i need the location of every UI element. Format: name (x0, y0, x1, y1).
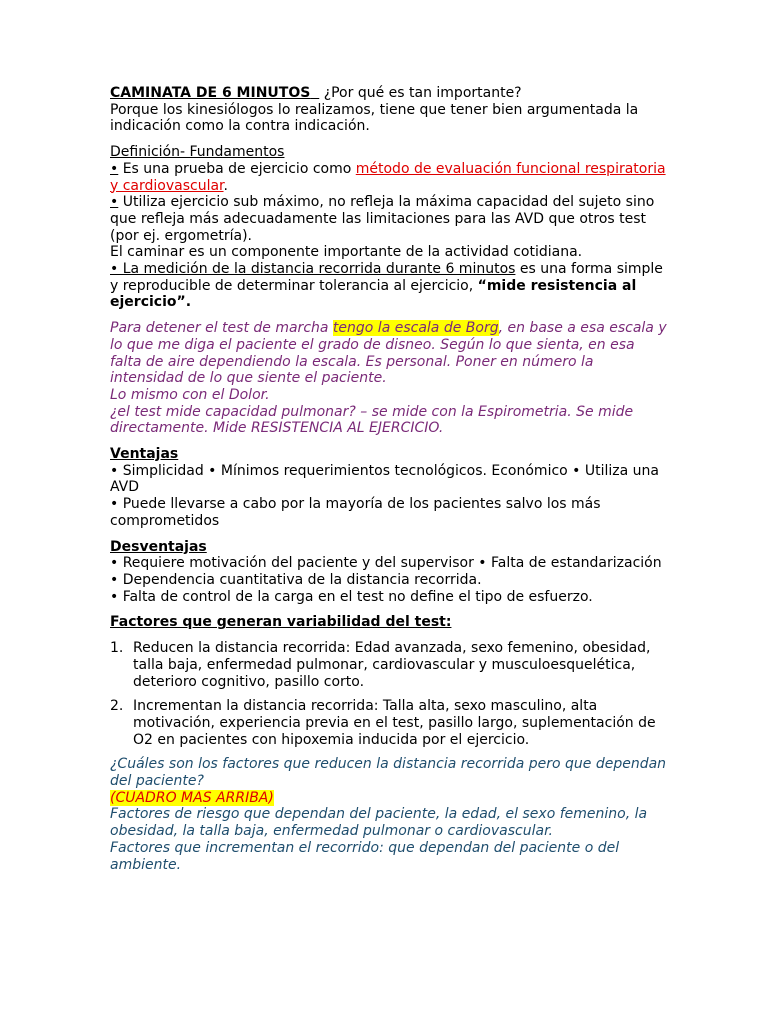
borg-highlight: tengo la escala de Borg (332, 320, 499, 337)
desventajas-line-2: • Dependencia cuantitativa de la distancia recorrida. (110, 571, 482, 588)
definicion-line-3: El caminar es un componente importante de la actividad cotidiana. (110, 244, 583, 261)
cuadro-line (110, 790, 670, 807)
nota-espirometria-line: ¿el test mide capacidad pulmonar? – se mide con la Espirometria. Se mide directamente. Mide RESISTENCIA AL EJERCICIO. (110, 403, 634, 437)
ventajas-line-1: • Simplicidad • Mínimos requerimientos tecnológicos. Económico • Utiliza una AVD (110, 462, 659, 496)
factores-list (110, 640, 670, 748)
ventajas-heading: Ventajas (110, 446, 179, 463)
nota-dolor-line: Lo mismo con el Dolor. (110, 386, 270, 403)
nota-factores-riesgo: Factores de riesgo que dependan del paciente, la edad, el sexo femenino, la obesidad, la talla baja, enfermedad pulmonar o cardiovascular. (110, 806, 648, 840)
title-line (110, 85, 670, 102)
document-body (110, 85, 670, 873)
factores-heading: Factores que generan variabilidad del test: (110, 614, 452, 631)
list-item: 2. Incrementan la distancia recorrida: Talla alta, sexo masculino, alta motivación, experiencia previa en el test, pasillo largo, suplementación de O2 en pacientes con hipoxemia inducida por el ejercicio. (110, 698, 656, 748)
nota-borg-paragraph: Para detener el test de marcha tengo la escala de Borg, en base a esa escala y lo que me diga el paciente el grado de disneo. Según lo que sienta, en esa falta de aire dependiendo la escala. Es personal. Poner en número la intensidad de lo que siente el paciente. (110, 320, 667, 387)
desventajas-heading: Desventajas (110, 538, 207, 555)
ventajas-line-2: • Puede llevarse a cabo por la mayoría de los pacientes salvo los más comprometidos (110, 496, 601, 529)
desventajas-line-1: • Requiere motivación del paciente y del supervisor • Falta de estandarización (110, 555, 662, 572)
desventajas-line-3: • Falta de control de la carga en el test no define el tipo de esfuerzo. (110, 588, 593, 605)
definicion-bullet-2: • Utiliza ejercicio sub máximo, no refleja la máxima capacidad del sujeto sino que refleja más adecuadamente las limitaciones para las AVD que otros test (por ej. ergometría). (110, 194, 655, 244)
nota-factores-question: ¿Cuáles son los factores que reducen la distancia recorrida pero que dependan del paciente? (110, 756, 667, 790)
nota-factores-incrementan: Factores que incrementan el recorrido: que dependan del paciente o del ambiente. (110, 839, 620, 873)
intro-paragraph: Porque los kinesiólogos lo realizamos, tiene que tener bien argumentada la indicación como la contra indicación. (110, 101, 639, 135)
definicion-bullet-4: • La medición de la distancia recorrida durante 6 minutos es una forma simple y reproducible de determinar tolerancia al ejercicio, “mide resistencia al ejercicio”. (110, 261, 663, 311)
mide-resistencia-bold: “mide resistencia al ejercicio”. (110, 277, 637, 311)
document-title: CAMINATA DE 6 MINUTOS (110, 85, 311, 101)
definicion-bullet-1: • Es una prueba de ejercicio como método de evaluación funcional respiratoria y cardiovascular. (110, 160, 666, 194)
definicion-heading: Definición- Fundamentos (110, 144, 285, 161)
list-item: 1. Reducen la distancia recorrida: Edad avanzada, sexo femenino, obesidad, talla baja, enfermedad pulmonar, cardiovascular y musculoesquelética, deterioro cognitivo, pasillo corto. (110, 640, 651, 690)
title-question: ¿Por qué es tan importante? (323, 85, 522, 101)
cuadro-highlight: (CUADRO MAS ARRIBA) (110, 789, 274, 806)
metodo-evaluacion-link: método de evaluación funcional respiratoria y cardiovascular (110, 160, 666, 194)
